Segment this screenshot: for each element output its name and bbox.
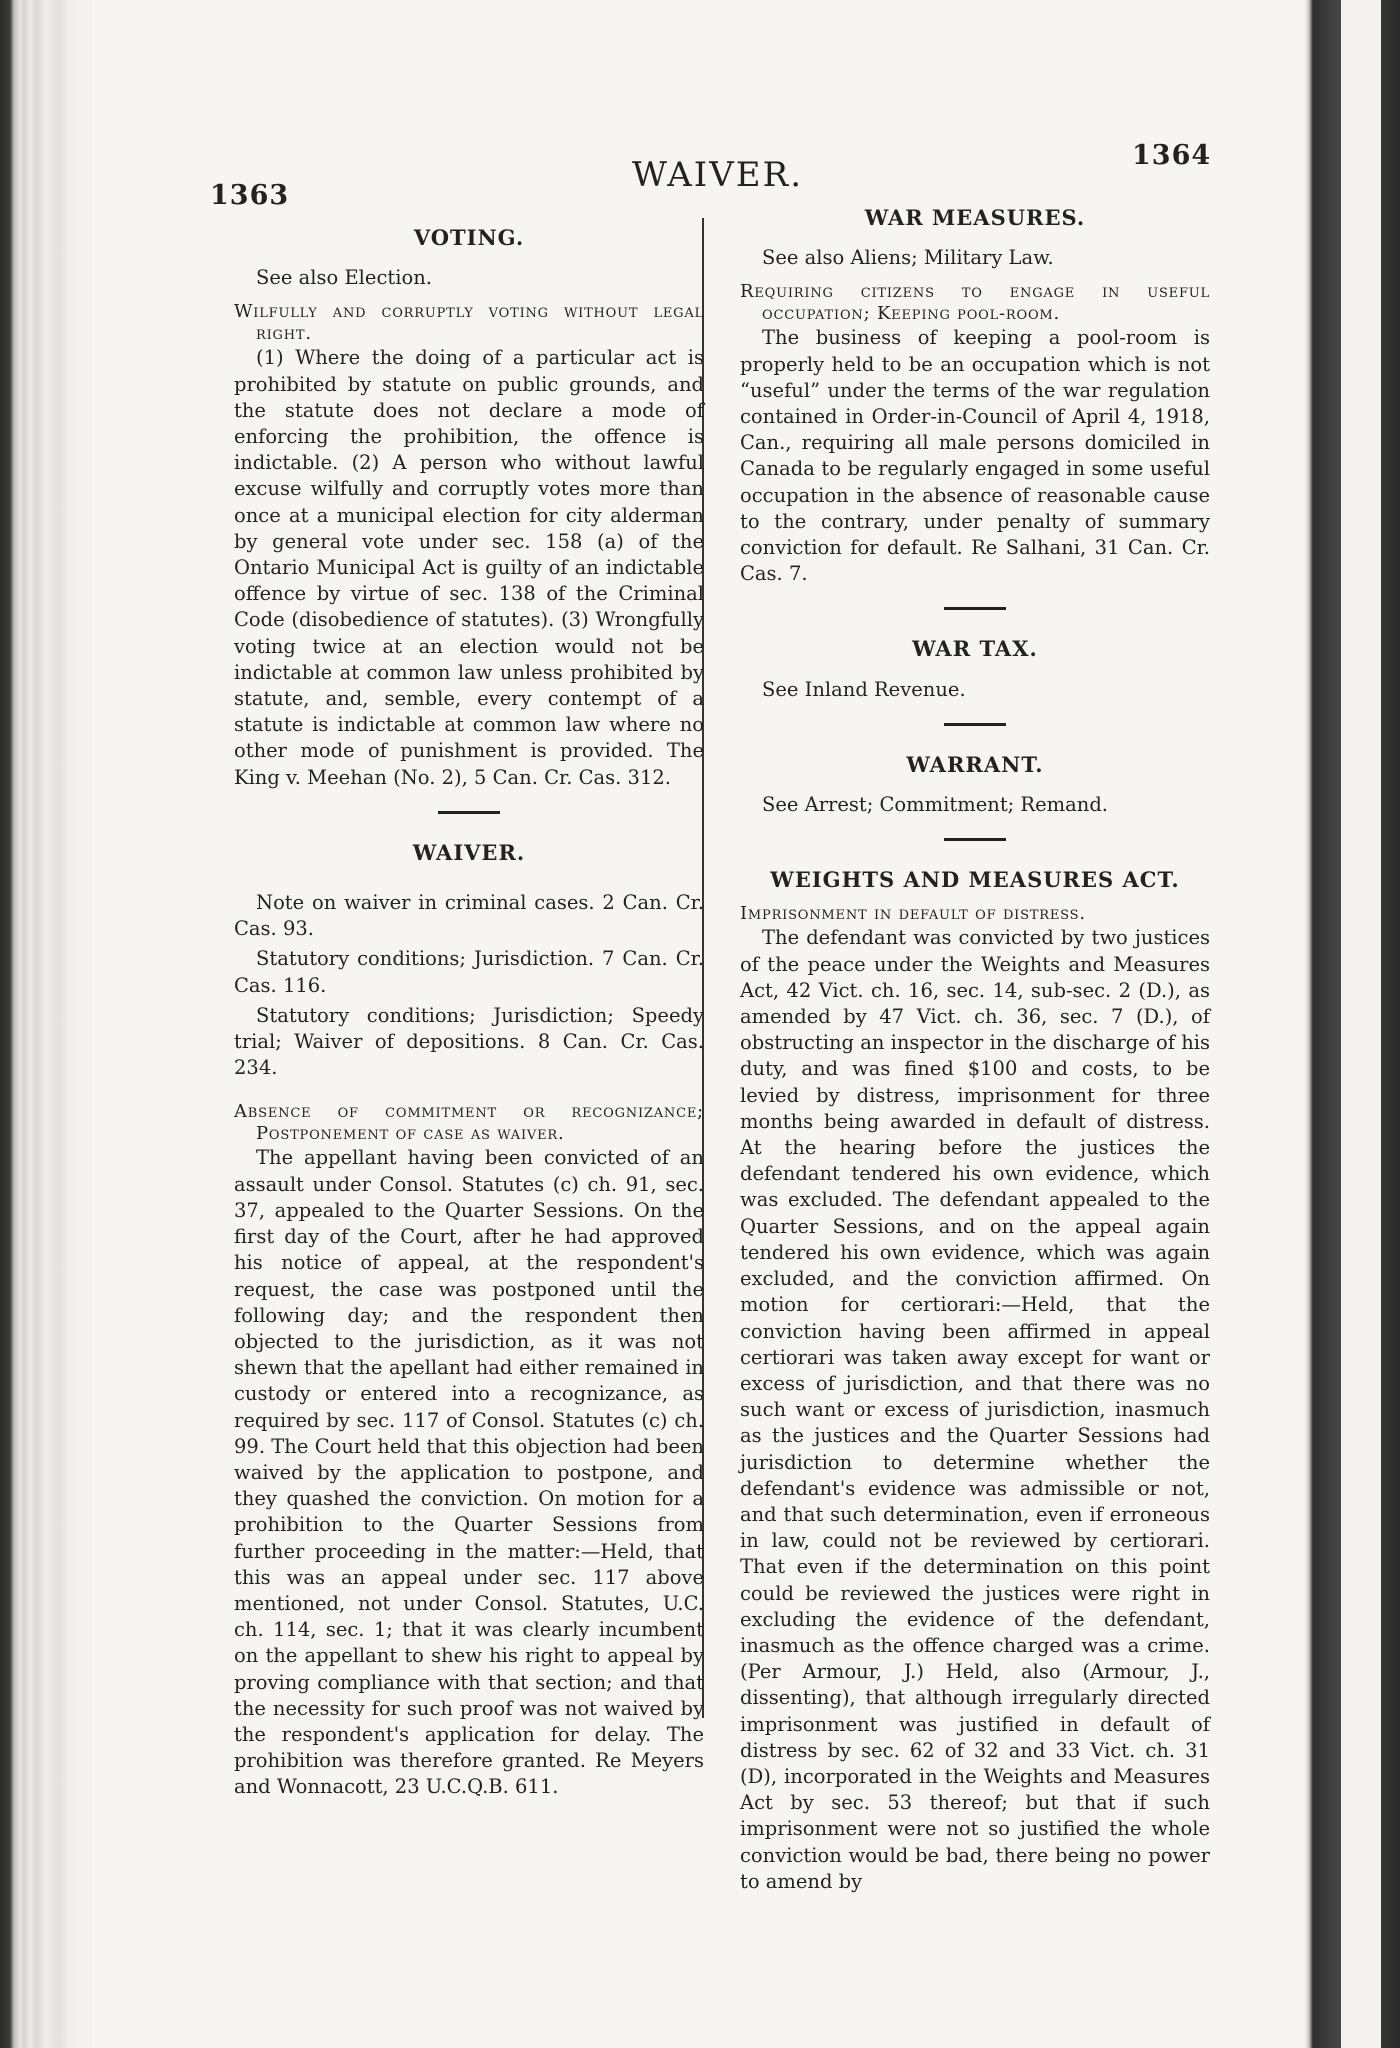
right-column [740,195,1210,1895]
book-page [92,0,1304,2048]
subheading-waiver: Absence of commitment or recognizance; Postponement of case as waiver. [234,1101,704,1145]
heading-voting: VOTING. [413,225,525,250]
note-item: Statutory conditions; Jurisdiction; Speedy trial; Waiver of depositions. 8 Can. Cr. Cas. 234. [234,1003,704,1080]
section-separator [944,607,1006,610]
left-column [234,215,704,1801]
section-separator [944,723,1006,726]
book-spine-right [1305,0,1400,2048]
page-number-right: 1364 [1132,140,1212,171]
subheading-weights-measures: Imprisonment in default of distress. [740,903,1086,925]
subheading-war-measures: Requiring citizens to engage in useful occupation; Keeping pool-room. [740,281,1210,325]
note-item: Statutory conditions; Jurisdiction. 7 Can. Cr. Cas. 116. [234,947,704,997]
note-item: Note on waiver in criminal cases. 2 Can. Cr. Cas. 93. [234,891,704,941]
paragraph-voting: (1) Where the doing of a particular act is prohibited by statute on public grounds, and the statute does not declare a mode of enforcing the prohibition, the offence is indictable. (2) A person who without lawful excuse wilfully and corruptly votes more than once at a municipal election for city alderman by general vote under sec. 158 (a) of the Ontario Municipal Act is guilty of an indictable offence by virtue of sec. 138 of the Criminal Code (disobedience of statutes). (3) Wrongfully voting twice at an election would not be indictable at common law unless prohibited by statute, and, semble, every contempt of a statute is indictable at common law where no other mode of punishment is provided. The King v. Meehan (No. 2), 5 Can. Cr. Cas. 312. [234,346,704,789]
heading-war-measures: WAR MEASURES. [864,205,1086,230]
see-also-warrant: See Arrest; Commitment; Remand. [762,793,1109,817]
see-also-voting: See also Election. [256,266,432,290]
see-also-war-tax: See Inland Revenue. [762,677,966,701]
paragraph-waiver: The appellant having been convicted of an assault under Consol. Statutes (c) ch. 91, sec. 37, appealed to the Quarter Sessions. On the first day of the Court, after he had approved his notice of appeal, at the respondent's request, the case was postponed until the following day; and the respondent then objected to the jurisdiction, as it was not shewn that the apellant had either remained in custody or entered into a recognizance, as required by sec. 117 of Consol. Statutes (c) ch. 99. The Court held that this objection had been waived by the application to postpone, and they quashed the conviction. On motion for a prohibition to the Quarter Sessions from further proceeding in the matter:—Held, that this was an appeal under sec. 117 above mentioned, not under Consol. Statutes, U.C. ch. 114, sec. 1; that it was clearly incumbent on the appellant to shew his right to appeal by proving compliance with that section; and that the necessity for such proof was not waived by the respondent's application for delay. The prohibition was therefore granted. Re Meyers and Wonnacott, 23 U.C.Q.B. 611. [234,1146,704,1799]
heading-weights-measures: WEIGHTS AND MEASURES ACT. [770,867,1180,893]
heading-war-tax: WAR TAX. [912,636,1038,662]
section-separator [438,811,500,814]
page-number-left: 1363 [210,180,290,211]
section-separator [944,838,1006,841]
heading-warrant: WARRANT. [906,751,1044,777]
running-title: WAIVER. [632,155,804,195]
paragraph-weights-measures: The defendant was convicted by two justices of the peace under the Weights and Measures Act, 42 Vict. ch. 16, sec. 14, sub-sec. 2 (D.), as amended by 47 Vict. ch. 36, sec. 7 (D.), of obstructing an inspector in the discharge of his duty, and was fined $100 and costs, to be levied by distress, imprisonment for three months being awarded in default of distress. At the hearing before the justices the defendant tendered his own evidence, which was excluded. The defendant appealed to the Quarter Sessions, and on the appeal again tendered his own evidence, which was again excluded, and the conviction affirmed. On motion for certiorari:—Held, that the conviction having been affirmed in appeal certiorari was taken away except for want or excess of jurisdiction, and that there was no such want or excess of jurisdiction, inasmuch as the justices and the Quarter Sessions had jurisdiction to determine whether the defendant's evidence was admissible or not, and that such determination, even if erroneous in law, could not be reviewed by certiorari. That even if the determination on this point could be reviewed the justices were right in excluding the evidence of the defendant, inasmuch as the offence charged was a crime. (Per Armour, J.) Held, also (Armour, J., dissenting), that although irregularly directed imprisonment was justified in default of distress by sec. 62 of 32 and 33 Vict. ch. 31 (D), incorporated in the Weights and Measures Act by sec. 53 thereof; but that if such imprisonment were not so justified the whole conviction would be bad, there being no power to amend by [740,926,1210,1893]
see-also-war-measures: See also Aliens; Military Law. [762,246,1054,270]
heading-waiver: WAIVER. [412,839,526,865]
book-page-edges [0,0,90,2048]
paragraph-war-measures: The business of keeping a pool-room is properly held to be an occupation which is not “useful” under the terms of the war regulation contained in Order-in-Council of April 4, 1918, Can., requiring all male persons domiciled in Canada to be regularly engaged in some useful occupation in the absence of reasonable cause to the contrary, under penalty of summary conviction for default. Re Salhani, 31 Can. Cr. Cas. 7. [740,326,1210,586]
subheading-voting: Wilfully and corruptly voting without legal right. [234,301,704,345]
